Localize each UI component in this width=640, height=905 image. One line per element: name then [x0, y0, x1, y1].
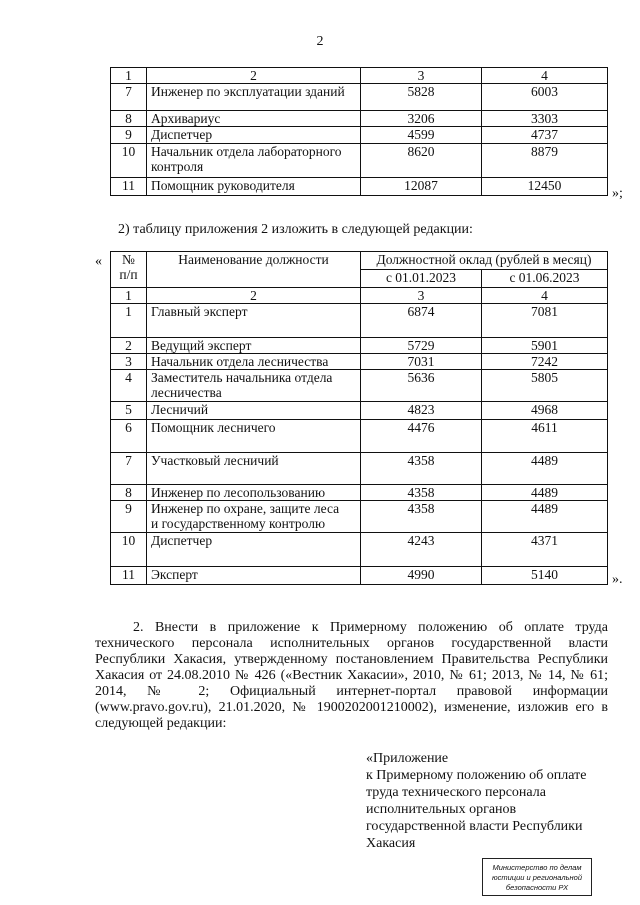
salary-table-continued [110, 67, 608, 196]
salary-value-2: 7242 [482, 354, 608, 370]
position-name-line: Начальник отдела лесничества [151, 354, 329, 369]
position-name [147, 420, 361, 453]
column-number-3: 3 [361, 288, 482, 304]
position-name [147, 485, 361, 501]
position-name-line: и государственному контролю [151, 516, 326, 531]
salary-value-2: 3303 [482, 111, 608, 127]
position-name-line: Эксперт [151, 567, 198, 582]
position-name-line: Заместитель начальника отдела [151, 370, 333, 385]
column-number-1: 1 [111, 68, 147, 84]
table-row [111, 453, 608, 485]
stamp-line: Министерство по делам [492, 863, 582, 872]
table-row [111, 354, 608, 370]
salary-value-2: 4737 [482, 127, 608, 144]
table-row [111, 111, 608, 127]
row-number: 10 [111, 533, 147, 567]
paragraph-line: 2. Внести в приложение к Примерному положению об оплате труда [133, 620, 608, 635]
salary-value-1: 5636 [361, 370, 482, 402]
position-name [147, 567, 361, 585]
table1-closing-quote: »; [612, 186, 623, 201]
table-row [111, 485, 608, 501]
table-row [111, 338, 608, 354]
paragraph-line: технического персонала исполнительных органов государственной власти [95, 636, 608, 651]
salary-value-1: 4823 [361, 402, 482, 420]
position-name-line: лесничества [151, 385, 222, 400]
table-colnum-row [111, 288, 608, 304]
position-name [147, 84, 361, 111]
position-name-line: Архивариус [151, 111, 221, 126]
table-row [111, 420, 608, 453]
paragraph-line: 2014, № 2; Официальный интернет-портал правовой информации [95, 684, 608, 699]
salary-table-appendix-2 [110, 251, 608, 585]
table-header-row [111, 68, 608, 84]
appendix-line: Хакасия [366, 836, 416, 851]
header-number-cell [111, 252, 147, 288]
row-number: 2 [111, 338, 147, 354]
row-number: 7 [111, 84, 147, 111]
ministry-stamp [482, 858, 592, 896]
position-name-line: Помощник лесничего [151, 420, 276, 435]
salary-value-1: 4358 [361, 501, 482, 533]
position-name [147, 402, 361, 420]
page-number: 2 [316, 34, 324, 49]
salary-value-1: 5828 [361, 84, 482, 111]
position-name-line: Участковый лесничий [151, 453, 279, 468]
appendix-line: исполнительных органов [366, 802, 517, 817]
salary-value-1: 12087 [361, 178, 482, 196]
stamp-line: безопасности РХ [505, 883, 569, 892]
position-name-line: Диспетчер [151, 127, 213, 142]
position-name [147, 178, 361, 196]
row-number: 6 [111, 420, 147, 453]
row-number: 4 [111, 370, 147, 402]
paragraph-line: следующей редакции: [95, 716, 227, 731]
appendix-line: государственной власти Республики [366, 819, 583, 834]
appendix-line: труда технического персонала [366, 785, 546, 800]
salary-value-2: 5805 [482, 370, 608, 402]
row-number: 8 [111, 485, 147, 501]
row-number: 9 [111, 127, 147, 144]
appendix-heading [366, 750, 606, 852]
salary-value-1: 6874 [361, 304, 482, 338]
position-name [147, 370, 361, 402]
appendix-line: к Примерному положению об оплате [366, 768, 587, 783]
table-row [111, 501, 608, 533]
table-row [111, 533, 608, 567]
table-row [111, 178, 608, 196]
table-row [111, 304, 608, 338]
position-name [147, 453, 361, 485]
column-number-2: 2 [147, 68, 361, 84]
header-number-abbrev: п/п [119, 267, 138, 282]
salary-value-2: 4611 [482, 420, 608, 453]
row-number: 9 [111, 501, 147, 533]
salary-value-2: 5901 [482, 338, 608, 354]
header-number-symbol: № [122, 252, 135, 267]
row-number: 8 [111, 111, 147, 127]
salary-value-1: 4243 [361, 533, 482, 567]
salary-value-1: 7031 [361, 354, 482, 370]
salary-value-1: 4358 [361, 485, 482, 501]
position-name-line: Инженер по охране, защите леса [151, 501, 340, 516]
salary-value-2: 4489 [482, 501, 608, 533]
header-date-2: с 01.06.2023 [482, 270, 608, 288]
row-number: 5 [111, 402, 147, 420]
position-name-line: Помощник руководителя [151, 178, 295, 193]
table-header-row [111, 252, 608, 270]
salary-value-1: 4358 [361, 453, 482, 485]
table-row [111, 370, 608, 402]
salary-value-2: 4489 [482, 453, 608, 485]
position-name-line: Инженер по лесопользованию [151, 485, 326, 500]
salary-value-1: 4990 [361, 567, 482, 585]
table-row [111, 127, 608, 144]
column-number-4: 4 [482, 288, 608, 304]
position-name-line: Главный эксперт [151, 304, 248, 319]
header-date-1: с 01.01.2023 [361, 270, 482, 288]
salary-value-1: 4476 [361, 420, 482, 453]
position-name [147, 533, 361, 567]
salary-value-1: 8620 [361, 144, 482, 178]
intro-text: 2) таблицу приложения 2 изложить в следующей редакции: [118, 222, 473, 237]
amendment-paragraph [95, 620, 608, 732]
salary-value-1: 5729 [361, 338, 482, 354]
position-name-line: Лесничий [151, 402, 209, 417]
salary-value-2: 12450 [482, 178, 608, 196]
row-number: 11 [111, 567, 147, 585]
position-name [147, 127, 361, 144]
stamp-line: юстиции и региональной [491, 873, 583, 882]
row-number: 11 [111, 178, 147, 196]
table-row [111, 402, 608, 420]
column-number-2: 2 [147, 288, 361, 304]
salary-value-2: 7081 [482, 304, 608, 338]
position-name [147, 354, 361, 370]
salary-value-1: 4599 [361, 127, 482, 144]
header-salary: Должностной оклад (рублей в месяц) [361, 252, 608, 270]
position-name-line: Инженер по эксплуатации зданий [151, 84, 345, 99]
position-name-line: Диспетчер [151, 533, 213, 548]
position-name [147, 304, 361, 338]
position-name-line: Начальник отдела лабораторного [151, 144, 342, 159]
column-number-4: 4 [482, 68, 608, 84]
position-name [147, 338, 361, 354]
header-position-name: Наименование должности [147, 252, 361, 288]
table2-open-quote: « [95, 254, 102, 269]
appendix-line: «Приложение [366, 751, 449, 766]
table-row [111, 84, 608, 111]
row-number: 10 [111, 144, 147, 178]
salary-value-2: 5140 [482, 567, 608, 585]
row-number: 1 [111, 304, 147, 338]
row-number: 3 [111, 354, 147, 370]
salary-value-2: 4489 [482, 485, 608, 501]
salary-value-2: 6003 [482, 84, 608, 111]
table-row [111, 567, 608, 585]
column-number-3: 3 [361, 68, 482, 84]
column-number-1: 1 [111, 288, 147, 304]
table-row [111, 144, 608, 178]
table2-closing-quote: ». [612, 572, 623, 587]
position-name [147, 111, 361, 127]
row-number: 7 [111, 453, 147, 485]
salary-value-2: 8879 [482, 144, 608, 178]
salary-value-2: 4968 [482, 402, 608, 420]
position-name-line: контроля [151, 159, 204, 174]
position-name [147, 144, 361, 178]
salary-value-2: 4371 [482, 533, 608, 567]
paragraph-line: (www.pravo.gov.ru), 21.01.2020, № 1900202001210002), изменение, изложив его в [95, 700, 608, 715]
position-name [147, 501, 361, 533]
salary-value-1: 3206 [361, 111, 482, 127]
position-name-line: Ведущий эксперт [151, 338, 252, 353]
paragraph-line: Республики Хакасия, утвержденному постановлением Правительства Республики [95, 652, 608, 667]
paragraph-line: Хакасия от 24.08.2010 № 426 («Вестник Хакасии», 2010, № 61; 2013, № 14, № 61; [95, 668, 608, 683]
